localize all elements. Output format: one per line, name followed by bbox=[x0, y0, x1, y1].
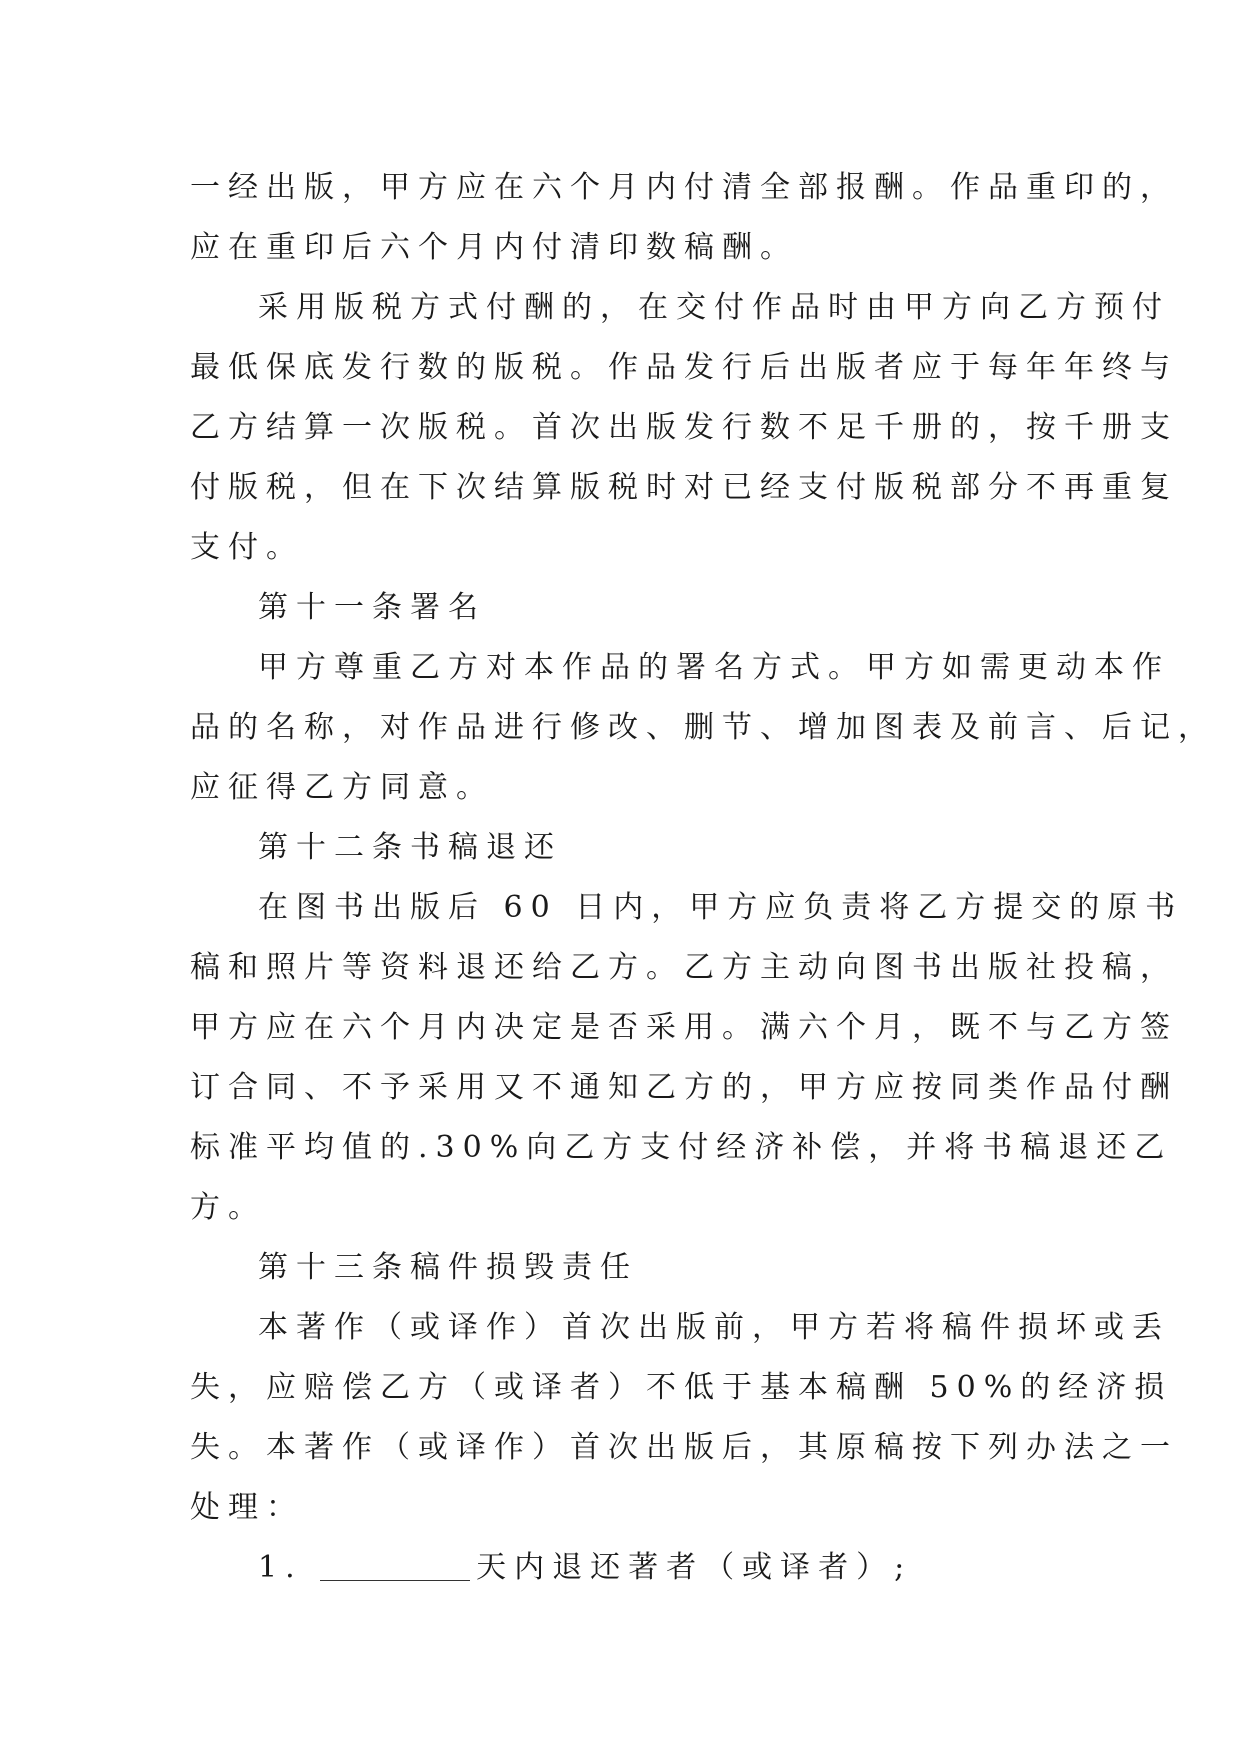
text-line: 失，应赔偿乙方（或译者）不低于基本稿酬 50%的经济损 bbox=[190, 1370, 1173, 1405]
list-item-number: 1. bbox=[258, 1550, 303, 1585]
text-line: 最低保底发行数的版税。作品发行后出版者应于每年年终与 bbox=[190, 350, 1178, 385]
text-line: 本著作（或译作）首次出版前，甲方若将稿件损坏或丢 bbox=[258, 1310, 1170, 1345]
text-line: 方。 bbox=[190, 1190, 266, 1225]
text-line: 失。本著作（或译作）首次出版后，其原稿按下列办法之一 bbox=[190, 1430, 1178, 1465]
text-line: 处理： bbox=[190, 1490, 304, 1525]
list-item-text: 天内退还著者（或译者）; bbox=[476, 1550, 913, 1585]
text-line: 支付。 bbox=[190, 530, 304, 565]
text-line: 第十二条书稿退还 bbox=[258, 830, 562, 865]
paragraph-lines bbox=[190, 158, 1216, 1538]
text-line: 应征得乙方同意。 bbox=[190, 770, 494, 805]
text-line: 乙方结算一次版税。首次出版发行数不足千册的，按千册支 bbox=[190, 410, 1178, 445]
text-line: 品的名称，对作品进行修改、删节、增加图表及前言、后记， bbox=[190, 710, 1216, 745]
document-body bbox=[190, 158, 1216, 1598]
text-line: 应在重印后六个月内付清印数稿酬。 bbox=[190, 230, 798, 265]
fill-in-blank bbox=[320, 1554, 470, 1581]
list-item-1 bbox=[190, 1538, 1050, 1598]
text-line: 第十一条署名 bbox=[258, 590, 486, 625]
text-line: 甲方尊重乙方对本作品的署名方式。甲方如需更动本作 bbox=[258, 650, 1170, 685]
text-line: 订合同、不予采用又不通知乙方的，甲方应按同类作品付酬 bbox=[190, 1070, 1178, 1105]
text-line: 付版税，但在下次结算版税时对已经支付版税部分不再重复 bbox=[190, 470, 1178, 505]
text-line: 一经出版，甲方应在六个月内付清全部报酬。作品重印的， bbox=[190, 170, 1178, 205]
text-line: 第十三条稿件损毁责任 bbox=[258, 1250, 638, 1285]
text-line: 在图书出版后 60 日内，甲方应负责将乙方提交的原书 bbox=[258, 890, 1184, 925]
text-line: 标准平均值的.30%向乙方支付经济补偿，并将书稿退还乙 bbox=[190, 1130, 1173, 1165]
text-line: 稿和照片等资料退还给乙方。乙方主动向图书出版社投稿， bbox=[190, 950, 1178, 985]
text-line: 甲方应在六个月内决定是否采用。满六个月，既不与乙方签 bbox=[190, 1010, 1178, 1045]
text-line: 采用版税方式付酬的，在交付作品时由甲方向乙方预付 bbox=[258, 290, 1170, 325]
